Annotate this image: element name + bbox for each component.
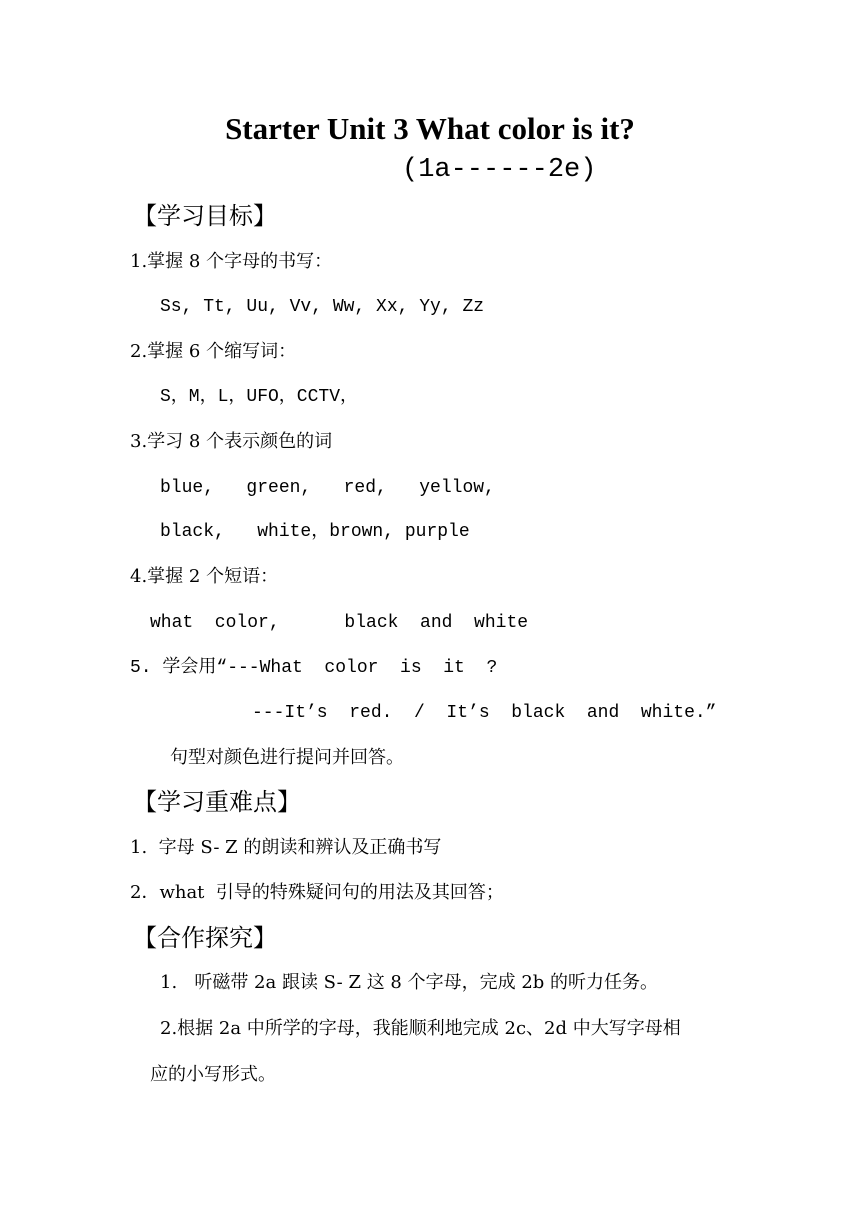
goal-2: 2.掌握 6 个缩写词：	[130, 341, 297, 362]
page-title: Starter Unit 3 What color is it?	[225, 111, 635, 146]
goal-2-words: S，M，L，UFO，CCTV，	[160, 387, 359, 407]
section-heading-goals: 【学习目标】	[133, 202, 277, 230]
explore-1: 1. 听磁带 2a 跟读 S- Z 这 8 个字母，完成 2b 的听力任务。	[160, 972, 659, 993]
goal-1-letters: Ss, Tt, Uu, Vv, Ww, Xx, Yy, Zz	[160, 297, 485, 317]
goal-3-colors-line-2: black, white，brown, purple	[160, 522, 470, 542]
explore-2-line-1: 2.根据 2a 中所学的字母，我能顺利地完成 2c、2d 中大写字母相	[160, 1018, 681, 1039]
goal-4-phrases: what color, black and white	[150, 613, 529, 633]
goal-5-answer: ---It’s red. / It’s black and white.”	[252, 703, 717, 723]
difficulty-1: 1. 字母 S- Z 的朗读和辨认及正确书写	[130, 837, 442, 858]
explore-2-line-2: 应的小写形式。	[150, 1064, 276, 1085]
goal-3: 3.学习 8 个表示颜色的词	[130, 431, 333, 452]
goal-5: 5. 学会用“---What color is it ?	[130, 658, 498, 678]
goal-5-note: 句型对颜色进行提问并回答。	[170, 747, 404, 768]
goal-3-colors-line-1: blue, green, red, yellow,	[160, 478, 495, 498]
goal-4: 4.掌握 2 个短语：	[130, 566, 279, 587]
section-heading-explore: 【合作探究】	[133, 924, 277, 952]
goal-1: 1.掌握 8 个字母的书写：	[130, 251, 333, 272]
section-heading-difficulties: 【学习重难点】	[133, 788, 301, 816]
page-subtitle: (1a------2e)	[402, 155, 597, 185]
difficulty-2: 2．what 引导的特殊疑问句的用法及其回答；	[130, 882, 504, 903]
